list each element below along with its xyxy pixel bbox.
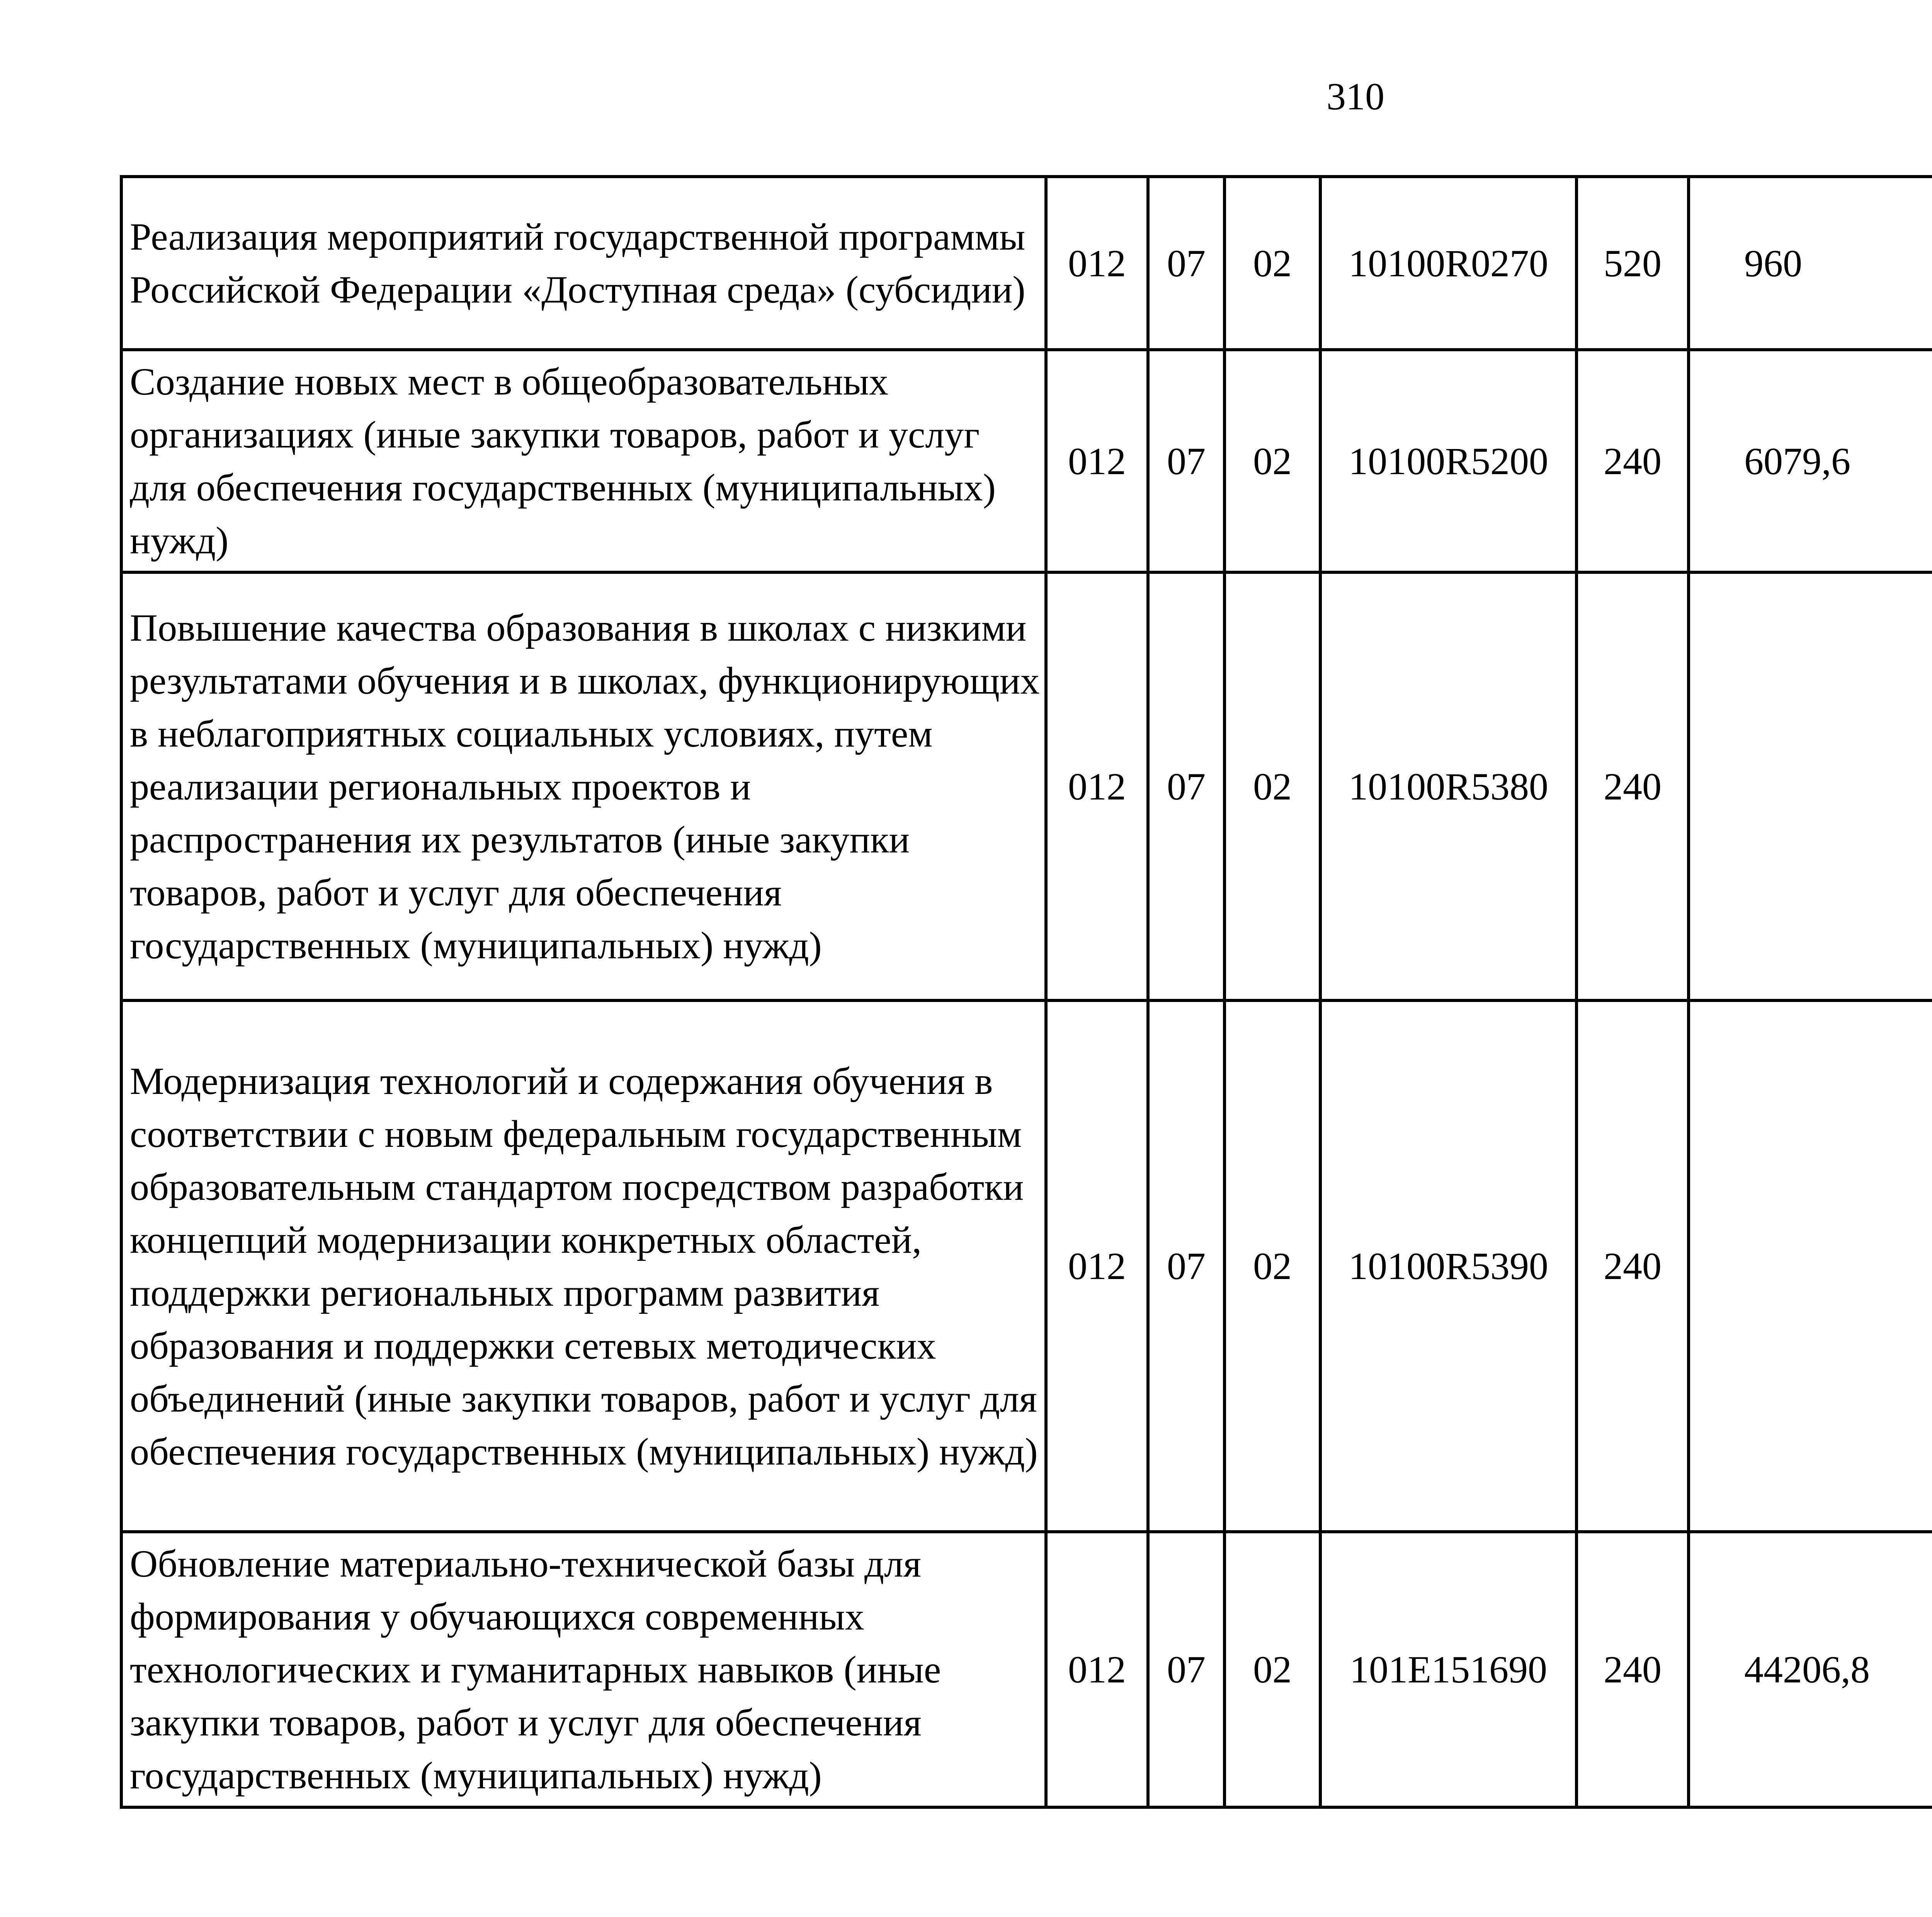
section-code: 07 xyxy=(1148,177,1225,350)
subsection-code: 02 xyxy=(1225,350,1320,572)
section-code: 07 xyxy=(1148,1000,1225,1532)
section-code: 07 xyxy=(1148,1532,1225,1807)
table-row xyxy=(121,350,1932,572)
expense-type-code: 240 xyxy=(1577,572,1689,1000)
row-description: Создание новых мест в общеобразовательных организациях (иные закупки товаров, работ и услуг для обеспечения государственных (муниципальных) нужд) xyxy=(121,350,1046,572)
expense-type-code: 240 xyxy=(1577,1532,1689,1807)
table-row xyxy=(121,1000,1932,1532)
row-description: Повышение качества образования в школах с низкими результатами обучения и в школах, функционирующих в неблагоприятных социальных условиях, путем реализации региональных проектов и распространения их результатов (иные закупки товаров, работ и услуг для обеспечения государственных (муниципальных) нужд) xyxy=(121,572,1046,1000)
row-description: Модернизация технологий и содержания обучения в соответствии с новым федеральным государственным образовательным стандартом посредством разработки концепций модернизации конкретных областей, поддержки региональных программ развития образования и поддержки сетевых методических объединений (иные закупки товаров, работ и услуг для обеспечения государственных (муниципальных) нужд) xyxy=(121,1000,1046,1532)
target-article-code: 10100R5390 xyxy=(1320,1000,1577,1532)
target-article-code: 10100R5380 xyxy=(1320,572,1577,1000)
amount-1 xyxy=(1689,1000,1932,1532)
page-number: 310 xyxy=(1327,75,1384,118)
ministry-code: 012 xyxy=(1046,572,1148,1000)
amount-1 xyxy=(1689,572,1932,1000)
section-code: 07 xyxy=(1148,350,1225,572)
subsection-code: 02 xyxy=(1225,1532,1320,1807)
ministry-code: 012 xyxy=(1046,1532,1148,1807)
section-code: 07 xyxy=(1148,572,1225,1000)
row-description: Реализация мероприятий государственной программы Российской Федерации «Доступная среда» (субсидии) xyxy=(121,177,1046,350)
amount-1: 44206,8 xyxy=(1689,1532,1932,1807)
expense-type-code: 520 xyxy=(1577,177,1689,350)
budget-table xyxy=(120,175,1932,1809)
target-article-code: 101E151690 xyxy=(1320,1532,1577,1807)
row-description: Обновление материально-технической базы для формирования у обучающихся современных технологических и гуманитарных навыков (иные закупки товаров, работ и услуг для обеспечения государственных (муниципальных) нужд) xyxy=(121,1532,1046,1807)
table-row xyxy=(121,572,1932,1000)
expense-type-code: 240 xyxy=(1577,350,1689,572)
subsection-code: 02 xyxy=(1225,177,1320,350)
table-row xyxy=(121,177,1932,350)
ministry-code: 012 xyxy=(1046,350,1148,572)
amount-1: 960 xyxy=(1689,177,1932,350)
amount-1: 6079,6 xyxy=(1689,350,1932,572)
ministry-code: 012 xyxy=(1046,177,1148,350)
table-row xyxy=(121,1532,1932,1807)
target-article-code: 10100R5200 xyxy=(1320,350,1577,572)
subsection-code: 02 xyxy=(1225,572,1320,1000)
expense-type-code: 240 xyxy=(1577,1000,1689,1532)
ministry-code: 012 xyxy=(1046,1000,1148,1532)
target-article-code: 10100R0270 xyxy=(1320,177,1577,350)
subsection-code: 02 xyxy=(1225,1000,1320,1532)
